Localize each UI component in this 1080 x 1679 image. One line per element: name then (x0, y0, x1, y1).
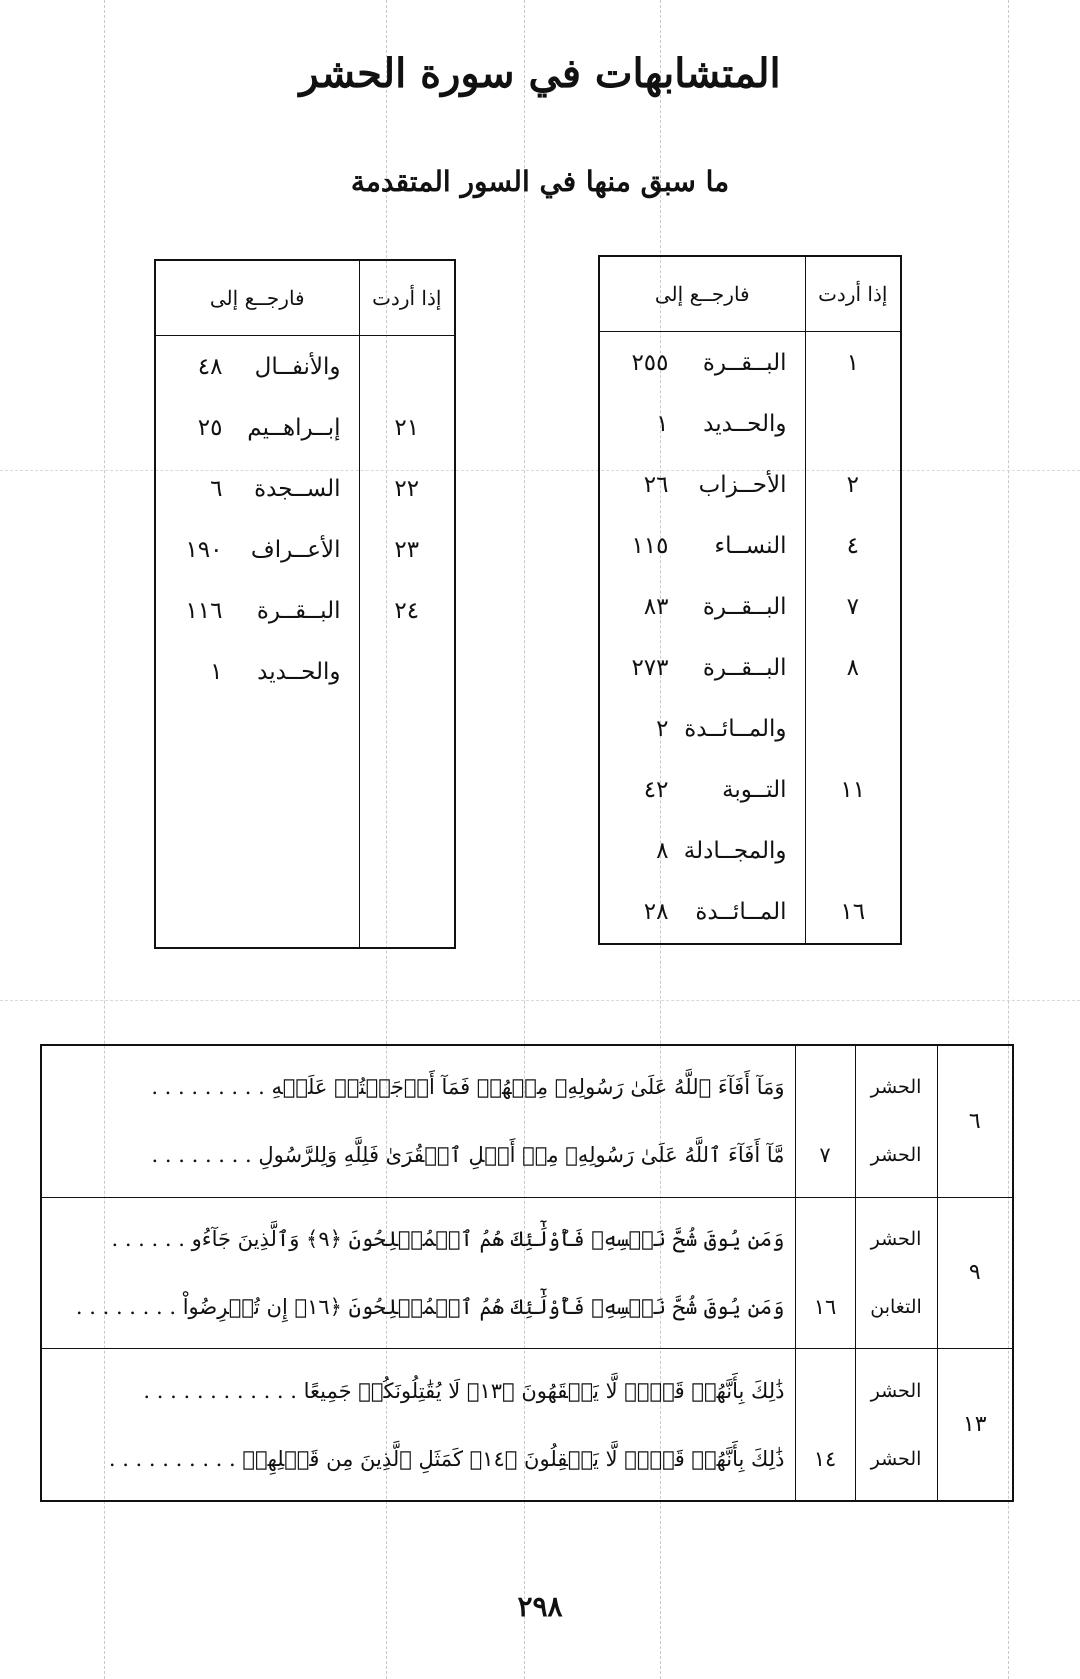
surah-name: والمــائــدة (684, 715, 787, 742)
table-row (599, 759, 901, 820)
verse-text-column (41, 1349, 795, 1501)
right-table-body (599, 332, 901, 945)
surah-name: الأعــراف (250, 536, 341, 563)
surah-name: البــقــرة (256, 597, 341, 624)
related-verse-column (795, 1045, 855, 1197)
reference (156, 537, 359, 563)
table-row (155, 641, 455, 702)
surah-name: التغابن (870, 1295, 922, 1318)
reference-cell (155, 641, 359, 702)
verse-number: ٦ (937, 1045, 1013, 1197)
related-verse-column (795, 1197, 855, 1349)
ayah-number (359, 641, 455, 702)
page-subtitle: ما سبق منها في السور المتقدمة (350, 165, 730, 198)
surah-name: الحشر (870, 1447, 922, 1470)
reference-cell (599, 698, 805, 759)
surah-name: والأنفــال (254, 353, 341, 380)
ayah-number: ١ (805, 332, 901, 394)
related-verse-number (796, 1357, 855, 1425)
related-verse-number: ٧ (819, 1143, 831, 1168)
table-row (155, 519, 455, 580)
verse-text: وَمَن يُوقَ شُحَّ نَفۡسِهِۦ فَأُوْلَٰٓئِكَ هُمُ ٱلۡمُفۡلِحُونَ ﴿١٦﴾ إِن تُقۡرِضُواْ . . . . . . . . (75, 1294, 785, 1319)
ayah-number: ٨ (805, 637, 901, 698)
reference-cell (599, 759, 805, 820)
related-verse-column (795, 1349, 855, 1501)
reference (600, 777, 805, 803)
reference-cell (599, 820, 805, 881)
surah-ayah-number: ٤٨ (197, 353, 223, 380)
reference-cell (155, 580, 359, 641)
surah-stack (856, 1053, 937, 1189)
reference-table-right (598, 255, 902, 945)
ayah-number: ٢٣ (359, 519, 455, 580)
surah-name: الحشر (870, 1076, 922, 1099)
reference (600, 533, 805, 559)
table-row (599, 637, 901, 698)
table-row (599, 332, 901, 394)
ayah-number: ٢ (805, 454, 901, 515)
table-row (599, 881, 901, 942)
reference (156, 476, 359, 502)
surah-ayah-number: ٢٥ (197, 414, 223, 441)
surah-ayah-number: ٢٧٣ (631, 654, 669, 681)
header-want: إذا أردت (359, 260, 455, 336)
ayah-number: ٢٤ (359, 580, 455, 641)
related-number-stack (796, 1357, 855, 1493)
filler-cell (359, 702, 455, 948)
surah-column (855, 1349, 937, 1501)
header-refer: فارجــع إلى (155, 260, 359, 336)
surah-ayah-number: ١١٥ (631, 532, 669, 559)
surah-name: البــقــرة (702, 349, 787, 376)
ayah-number (805, 820, 901, 881)
reference-cell (155, 336, 359, 398)
surah-stack (856, 1357, 937, 1493)
reference-cell (599, 332, 805, 394)
surah-column (855, 1197, 937, 1349)
reference-cell (599, 576, 805, 637)
reference (600, 838, 805, 864)
reference-cell (155, 397, 359, 458)
ayah-number (805, 393, 901, 454)
reference-cell (599, 515, 805, 576)
related-number-stack (796, 1205, 855, 1341)
table-row (155, 397, 455, 458)
surah-name: والمجــادلة (683, 837, 787, 864)
related-number-stack (796, 1053, 855, 1189)
surah-ayah-number: ١١٦ (185, 597, 223, 624)
filler-cell (599, 942, 805, 944)
ayah-number: ٧ (805, 576, 901, 637)
filler-row (155, 702, 455, 948)
table-row (599, 393, 901, 454)
verse-text: وَمَآ أَفَآءَ ٱللَّهُ عَلَىٰ رَسُولِهِۦ مِنۡهُمۡ فَمَآ أَوۡجَفۡتُمۡ عَلَيۡهِ . . . . . . . . . (151, 1075, 785, 1100)
reference (156, 415, 359, 441)
verse-group (41, 1197, 1013, 1349)
reference (156, 659, 359, 685)
text-stack (42, 1053, 795, 1189)
verse-text: وَمَن يُوقَ شُحَّ نَفۡسِهِۦ فَأُوْلَٰٓئِكَ هُمُ ٱلۡمُفۡلِحُونَ ﴿٩﴾ وَٱلَّذِينَ جَآءُو . . . . . . (111, 1226, 785, 1251)
text-stack (42, 1205, 795, 1341)
ayah-number: ١٦ (805, 881, 901, 942)
surah-ayah-number: ٢٨ (643, 898, 669, 925)
surah-name: الحشر (870, 1144, 922, 1167)
verse-group (41, 1045, 1013, 1197)
ayah-number (805, 698, 901, 759)
surah-ayah-number: ٢٥٥ (631, 349, 669, 376)
surah-name: والحــديد (703, 410, 787, 437)
verse-group (41, 1349, 1013, 1501)
reference (600, 350, 805, 376)
table-row (599, 454, 901, 515)
page-number: ٢٩٨ (517, 1590, 563, 1623)
reference (600, 899, 805, 925)
table-row (155, 458, 455, 519)
filler-cell (805, 942, 901, 944)
surah-ayah-number: ١ (210, 658, 223, 685)
reference (600, 716, 805, 742)
left-table-body (155, 336, 455, 949)
surah-name: الســجدة (254, 475, 341, 502)
surah-ayah-number: ١٩٠ (185, 536, 223, 563)
ayah-number: ٢٢ (359, 458, 455, 519)
surah-ayah-number: ٨٣ (643, 593, 669, 620)
surah-name: المــائــدة (695, 898, 787, 925)
verse-text-column (41, 1197, 795, 1349)
related-verse-number (796, 1053, 855, 1121)
header-want: إذا أردت (805, 256, 901, 332)
surah-ayah-number: ١ (656, 410, 669, 437)
verse-text: مَّآ أَفَآءَ ٱللَّهُ عَلَىٰ رَسُولِهِۦ مِنۡ أَهۡلِ ٱلۡقُرَىٰ فَلِلَّهِ وَلِلرَّسُولِ . . . . . . . . (151, 1143, 785, 1168)
text-stack (42, 1357, 795, 1493)
surah-ayah-number: ٨ (656, 837, 669, 864)
related-verse-number: ١٦ (813, 1294, 837, 1319)
surah-name: والحــديد (257, 658, 341, 685)
reference-cell (599, 637, 805, 698)
reference (600, 594, 805, 620)
surah-name: البــقــرة (702, 593, 787, 620)
related-verse-number (796, 1205, 855, 1273)
surah-name: النســاء (714, 532, 787, 559)
verses-table (40, 1044, 1014, 1502)
ayah-number: ١١ (805, 759, 901, 820)
surah-stack (856, 1205, 937, 1341)
reference (156, 354, 359, 380)
verse-number: ١٣ (937, 1349, 1013, 1501)
filler-row (599, 942, 901, 944)
surah-name: الحشر (870, 1379, 922, 1402)
related-verse-number: ١٤ (813, 1446, 837, 1471)
reference-table-left (154, 259, 456, 949)
table-row (599, 515, 901, 576)
surah-column (855, 1045, 937, 1197)
reference-cell (599, 393, 805, 454)
table-row (155, 336, 455, 398)
verse-text: ذَٰلِكَ بِأَنَّهُمۡ قَوۡمٞ لَّا يَفۡقَهُونَ ﴿١٣﴾ لَا يُقَٰتِلُونَكُمۡ جَمِيعًا . . . . . . . . . . . . (143, 1378, 785, 1403)
table-row (599, 698, 901, 759)
verse-text: ذَٰلِكَ بِأَنَّهُمۡ قَوۡمٞ لَّا يَعۡقِلُونَ ﴿١٤﴾ كَمَثَلِ ٱلَّذِينَ مِن قَبۡلِهِمۡ . . . . . . . . . . (108, 1446, 785, 1471)
reference (600, 472, 805, 498)
table-row (599, 820, 901, 881)
surah-ayah-number: ٤٢ (643, 776, 669, 803)
ayah-number: ٢١ (359, 397, 455, 458)
surah-name: التــوبة (722, 776, 787, 803)
surah-name: الحشر (870, 1227, 922, 1250)
verses-table-body (41, 1045, 1013, 1501)
page-title: المتشابهات في سورة الحشر (299, 50, 781, 97)
surah-ayah-number: ٢ (656, 715, 669, 742)
surah-ayah-number: ٦ (210, 475, 223, 502)
reference-cell (155, 519, 359, 580)
verse-number: ٩ (937, 1197, 1013, 1349)
ayah-number: ٤ (805, 515, 901, 576)
ayah-number (359, 336, 455, 398)
surah-name: البــقــرة (702, 654, 787, 681)
filler-cell (155, 702, 359, 948)
reference-cell (599, 454, 805, 515)
verse-text-column (41, 1045, 795, 1197)
reference-cell (599, 881, 805, 942)
reference (600, 411, 805, 437)
reference-cell (155, 458, 359, 519)
surah-name: الأحــزاب (698, 471, 787, 498)
table-row (155, 580, 455, 641)
reference (600, 655, 805, 681)
reference (156, 598, 359, 624)
table-row (599, 576, 901, 637)
surah-ayah-number: ٢٦ (643, 471, 669, 498)
surah-name: إبــراهــيم (247, 414, 341, 441)
header-refer: فارجــع إلى (599, 256, 805, 332)
